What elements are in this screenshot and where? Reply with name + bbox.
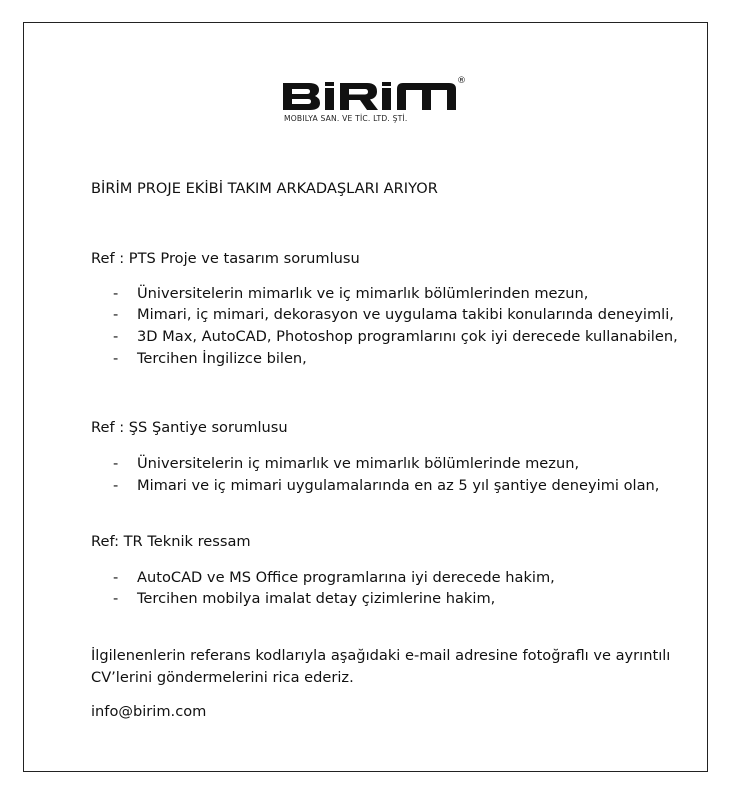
section-ref-tr: Ref: TR Teknik ressam bbox=[91, 533, 251, 550]
bullet-dash: - bbox=[113, 590, 119, 607]
bullet-dash: - bbox=[113, 477, 119, 494]
list-item-text: 3D Max, AutoCAD, Photoshop programlarını çok iyi derecede kullanabilen, bbox=[137, 328, 678, 345]
company-logo bbox=[281, 76, 471, 130]
list-item-text: Tercihen mobilya imalat detay çizimlerine hakim, bbox=[137, 590, 496, 607]
list-item-text: AutoCAD ve MS Office programlarına iyi derecede hakim, bbox=[137, 569, 555, 586]
bullet-dash: - bbox=[113, 350, 119, 367]
bullet-dash: - bbox=[113, 455, 119, 472]
list-item-text: Üniversitelerin iç mimarlık ve mimarlık bölümlerinde mezun, bbox=[137, 455, 580, 472]
bullet-dash: - bbox=[113, 328, 119, 345]
birim-wordmark-logo bbox=[281, 80, 459, 112]
closing-line-1: İlgilenenlerin referans kodlarıyla aşağıdaki e-mail adresine fotoğraflı ve ayrıntılı bbox=[91, 647, 671, 664]
bullet-dash: - bbox=[113, 569, 119, 586]
registered-mark: ® bbox=[457, 76, 466, 86]
closing-line-2: CV’lerini göndermelerini rica ederiz. bbox=[91, 669, 354, 686]
bullet-dash: - bbox=[113, 285, 119, 302]
list-item-text: Tercihen İngilizce bilen, bbox=[137, 350, 307, 367]
contact-email[interactable]: info@birim.com bbox=[91, 703, 207, 720]
section-ref-ss: Ref : ŞS Şantiye sorumlusu bbox=[91, 419, 288, 436]
list-item-text: Üniversitelerin mimarlık ve iç mimarlık bölümlerinden mezun, bbox=[137, 285, 589, 302]
list-item-text: Mimari, iç mimari, dekorasyon ve uygulama takibi konularında deneyimli, bbox=[137, 306, 674, 323]
section-ref-pts: Ref : PTS Proje ve tasarım sorumlusu bbox=[91, 250, 360, 267]
logo-tagline: MOBILYA SAN. VE TİC. LTD. ŞTİ. bbox=[284, 114, 408, 123]
bullet-dash: - bbox=[113, 306, 119, 323]
headline: BİRİM PROJE EKİBİ TAKIM ARKADAŞLARI ARIYOR bbox=[91, 180, 438, 197]
list-item-text: Mimari ve iç mimari uygulamalarında en az 5 yıl şantiye deneyimi olan, bbox=[137, 477, 660, 494]
